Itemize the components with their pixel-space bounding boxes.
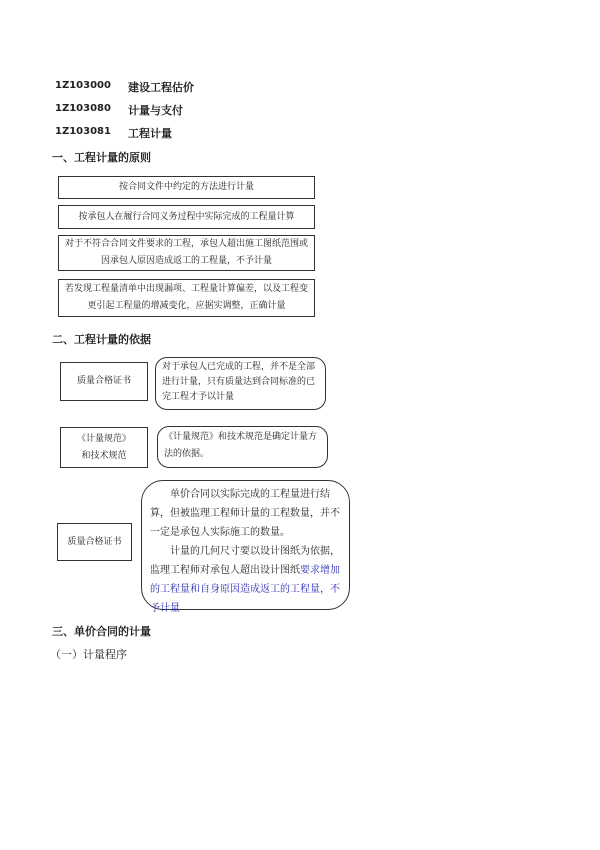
section1-heading: 一、工程计量的原则 bbox=[52, 151, 151, 164]
section3-subheading: （一）计量程序 bbox=[50, 648, 127, 661]
desc-text: 计量的几何尺寸要以设计图纸为依据，监理工程师对承包人超出设计图纸 bbox=[150, 546, 340, 576]
basis-desc-3 bbox=[141, 480, 350, 614]
basis-label-1: 质量合格证书 bbox=[60, 362, 148, 401]
title-3: 工程计量 bbox=[128, 127, 172, 140]
basis-label-3: 质量合格证书 bbox=[57, 523, 132, 561]
basis-label-2: 《计量规范》和技术规范 bbox=[60, 427, 148, 468]
principle-box-2: 按承包人在履行合同义务过程中实际完成的工程量计算 bbox=[58, 205, 315, 229]
principle-box-3: 对于不符合合同文件要求的工程，承包人超出施工图纸范围或因承包人原因造成返工的工程量，不予计量 bbox=[58, 235, 315, 271]
principle-box-1: 按合同文件中约定的方法进行计量 bbox=[58, 176, 315, 199]
section3-heading: 三、单价合同的计量 bbox=[52, 625, 151, 638]
desc-highlight: 要求增加的工程量和自身原因造成返工的工程量，不予计量 bbox=[150, 565, 340, 614]
code-2: 1Z103080 bbox=[55, 103, 111, 114]
principle-box-4: 若发现工程量清单中出现漏项、工程量计算偏差，以及工程变更引起工程量的增减变化，应据实调整，正确计量 bbox=[58, 279, 315, 317]
basis-desc-2: 《计量规范》和技术规范是确定计量方法的依据。 bbox=[157, 426, 328, 468]
code-3: 1Z103081 bbox=[55, 126, 111, 137]
desc-paragraph-1: 单价合同以实际完成的工程量进行结算，但被监理工程师计量的工程数量，并不一定是承包人实际施工的数量。 bbox=[150, 489, 340, 538]
desc-paragraph-2 bbox=[150, 542, 341, 618]
basis-desc-1: 对于承包人已完成的工程，并不是全部进行计量，只有质量达到合同标准的已完工程才予以计量 bbox=[155, 357, 326, 410]
title-1: 建设工程估价 bbox=[128, 81, 194, 94]
section2-heading: 二、工程计量的依据 bbox=[52, 333, 151, 346]
code-1: 1Z103000 bbox=[55, 80, 111, 91]
title-2: 计量与支付 bbox=[128, 104, 183, 117]
